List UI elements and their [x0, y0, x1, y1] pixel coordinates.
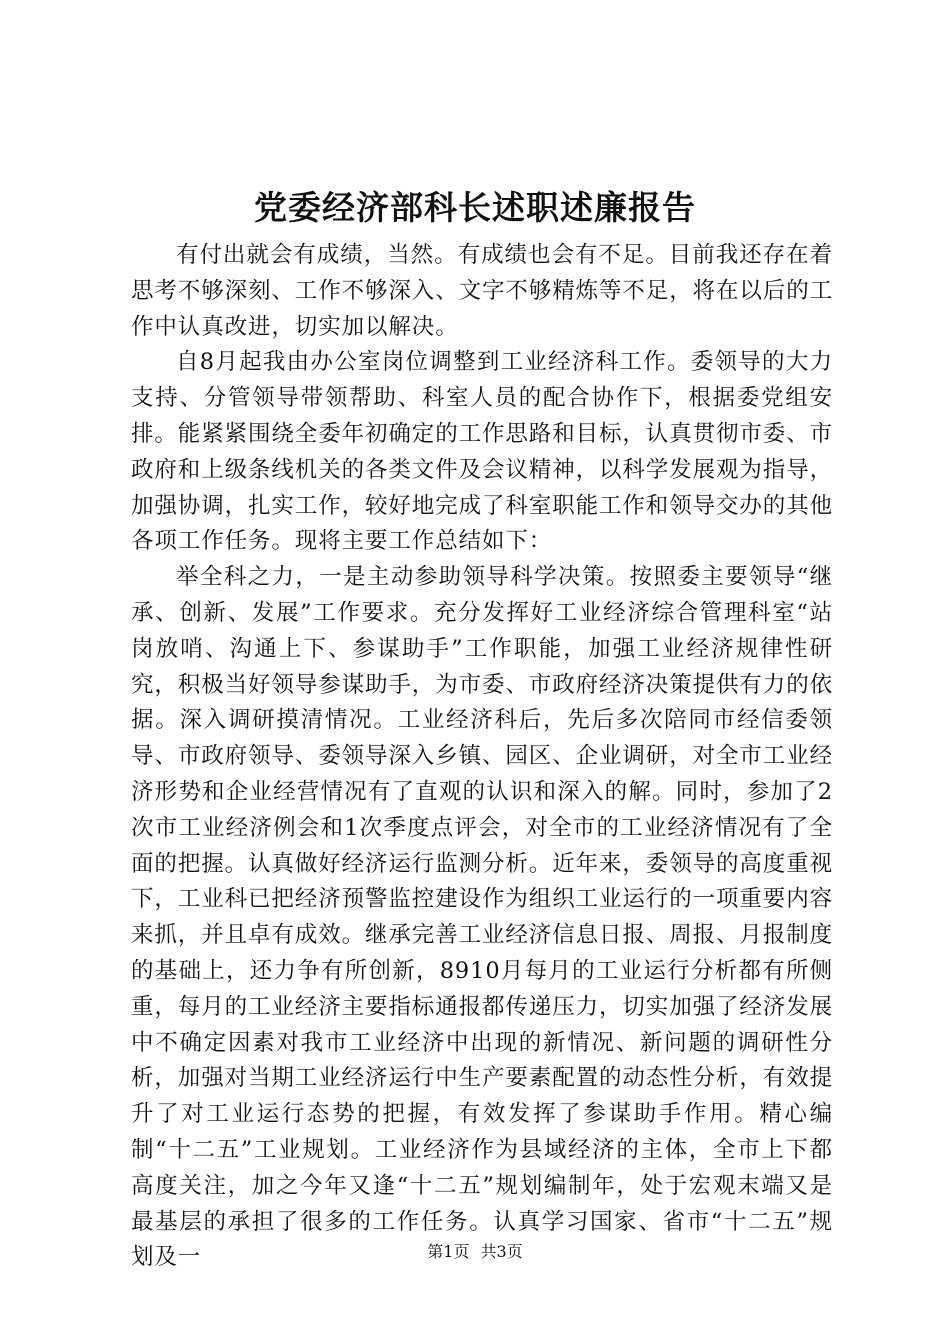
paragraph: 举全科之力，一是主动参助领导科学决策。按照委主要领导“继承、创新、发展”工作要求。充分发挥好工业经济综合管理科室“站岗放哨、沟通上下、参谋助手”工作职能，加强工业经济规律性研究，积极当好领导参谋助手，为市委、市政府经济决策提供有力的依据。深入调研摸清情况。工业经济科后，先后多次陪同市经信委领导、市政府领导、委领导深入乡镇、园区、企业调研，对全市工业经济形势和企业经营情况有了直观的认识和深入的解。同时，参加了2次市工业经济例会和1次季度点评会，对全市的工业经济情况有了全面的把握。认真做好经济运行监测分析。近年来，委领导的高度重视下，工业科已把经济预警监控建设作为组织工业运行的一项重要内容来抓，并且卓有成效。继承完善工业经济信息日报、周报、月报制度的基础上，还力争有所创新，8910月每月的工业运行分析都有所侧重，每月的工业经济主要指标通报都传递压力，切实加强了经济发展中不确定因素对我市工业经济中出现的新情况、新问题的调研性分析，加强对当期工业经济运行中生产要素配置的动态性分析，有效提升了对工业运行态势的把握，有效发挥了参谋助手作用。精心编制“十二五”工业规划。工业经济作为县域经济的主体，全市上下都高度关注，加之今年又逢“十二五”规划编制年，处于宏观末端又是最基层的承担了很多的工作任务。认真学习国家、省市“十二五”规划及一 [131, 564, 834, 1271]
page-number: 第1页 [427, 1242, 470, 1261]
document-title: 党委经济部科长述职述廉报告 [254, 188, 696, 227]
page-footer [0, 1241, 950, 1263]
paragraph: 有付出就会有成绩，当然。有成绩也会有不足。目前我还存在着思考不够深刻、工作不够深入、文字不够精炼等不足，将在以后的工作中认真改进，切实加以解决。 [131, 242, 834, 340]
paragraph: 自8月起我由办公室岗位调整到工业经济科工作。委领导的大力支持、分管领导带领帮助、科室人员的配合协作下，根据委党组安排。能紧紧围绕全委年初确定的工作思路和目标，认真贯彻市委、市政府和上级条线机关的各类文件及会议精神，以科学发展观为指导，加强协调，扎实工作，较好地完成了科室职能工作和领导交办的其他各项工作任务。现将主要工作总结如下： [131, 349, 834, 555]
page-total: 共3页 [480, 1242, 523, 1261]
document-body [131, 238, 833, 1276]
